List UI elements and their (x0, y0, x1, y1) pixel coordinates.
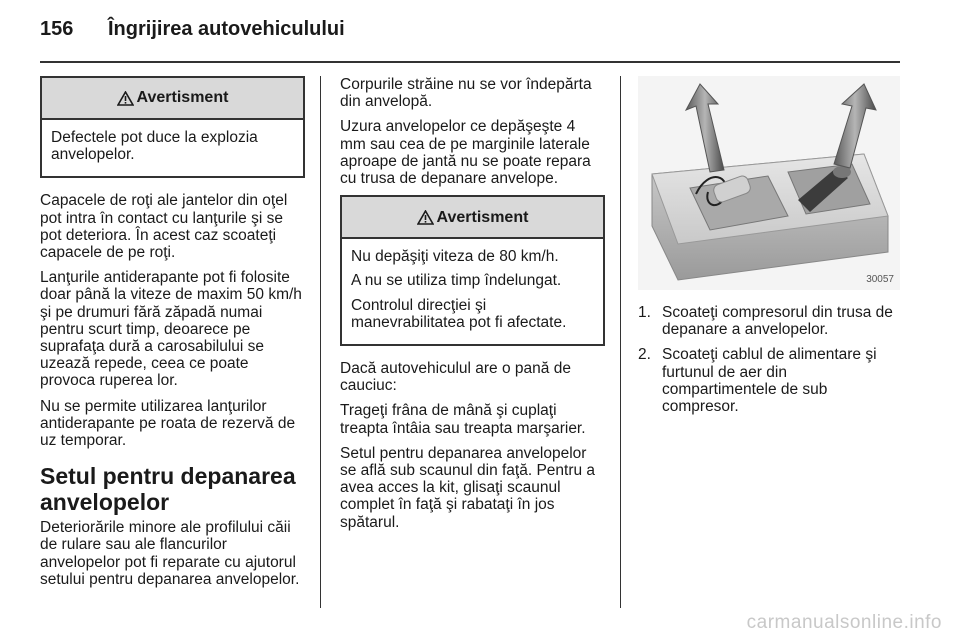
warning-body (42, 120, 303, 176)
column-2 (340, 76, 605, 539)
warning-box-2 (340, 195, 605, 346)
paragraph: Capacele de roţi ale jantelor din oţel pot intra în contact cu lanţurile şi se pot deteriora. În acest caz scoateţi capacele de pe roţi. (40, 192, 288, 262)
step-number: 1. (638, 304, 651, 321)
step-text: Scoateţi compresorul din trusa de depanare a anvelopelor. (662, 304, 893, 339)
warning-triangle-icon (417, 210, 434, 225)
warning-header (42, 78, 303, 120)
warning-text: Nu depăşiţi viteza de 80 km/h. (351, 248, 559, 266)
figure-number: 30057 (866, 273, 894, 285)
paragraph: Deteriorările minore ale profilului căii de rulare sau ale flancurilor anvelopelor pot fi reparate cu ajutorul setului pentru depanarea anvelopelor. (40, 519, 300, 588)
paragraph: Uzura anvelopelor ce depăşeşte 4 mm sau cea de pe marginile laterale aproape de jantă nu se poate repara cu trusa de depanare anvelope. (340, 118, 591, 188)
steps-list (638, 304, 903, 415)
warning-title: Avertisment (436, 208, 529, 226)
warning-text: Defectele pot duce la explozia anvelopelor. (51, 129, 258, 164)
step-number: 2. (638, 346, 651, 364)
warning-triangle-icon (117, 91, 134, 106)
paragraph: Nu se permite utilizarea lanţurilor antiderapante pe roata de rezervă de uz temporar. (40, 397, 296, 450)
warning-box-1 (40, 76, 305, 178)
list-item (638, 346, 903, 415)
warning-header (342, 197, 603, 239)
warning-text: Controlul direcţiei şi manevrabilitatea pot fi afectate. (351, 296, 567, 331)
column-divider (620, 76, 621, 608)
column-3 (638, 76, 903, 423)
section-heading: Setul pentru depanarea anvelopelor (40, 463, 296, 516)
paragraph: Setul pentru depanarea anvelopelor se află sub scaunul din faţă. Pentru a avea acces la kit, glisaţi scaunul complet în faţă şi rabataţi în jos spătarul. (340, 444, 596, 531)
warning-text: A nu se utiliza timp îndelungat. (351, 272, 562, 290)
watermark: carmanualsonline.info (746, 612, 942, 633)
list-item (638, 304, 903, 338)
paragraph: Lanţurile antiderapante pot fi folosite doar până la viteze de maxim 50 km/h şi pe drumuri fără zăpadă numai pentru scurt timp, deoarece pe suprafaţa dură a carosabilului se uzează repede, ceea ce poate provoca ruperea lor. (40, 269, 302, 390)
compressor-kit-figure (638, 76, 900, 290)
column-1 (40, 76, 305, 596)
page-number: 156 (40, 18, 74, 40)
warning-body (342, 239, 603, 344)
paragraph: Corpurile străine nu se vor îndepărta din anvelopă. (340, 76, 592, 111)
column-divider (320, 76, 321, 608)
paragraph: Dacă autovehiculul are o pană de cauciuc: (340, 360, 571, 395)
warning-title: Avertisment (136, 89, 229, 107)
page-header (40, 18, 345, 48)
chapter-title: Îngrijirea autovehiculului (108, 18, 345, 40)
step-text: Scoateţi cablul de alimentare şi furtunul de aer din compartimentele de sub compresor. (662, 346, 877, 416)
paragraph: Trageţi frâna de mână şi cuplaţi treapta întâia sau treapta marşarier. (340, 402, 586, 437)
tyre-repair-kit-illustration (638, 76, 900, 290)
header-rule (40, 61, 900, 63)
